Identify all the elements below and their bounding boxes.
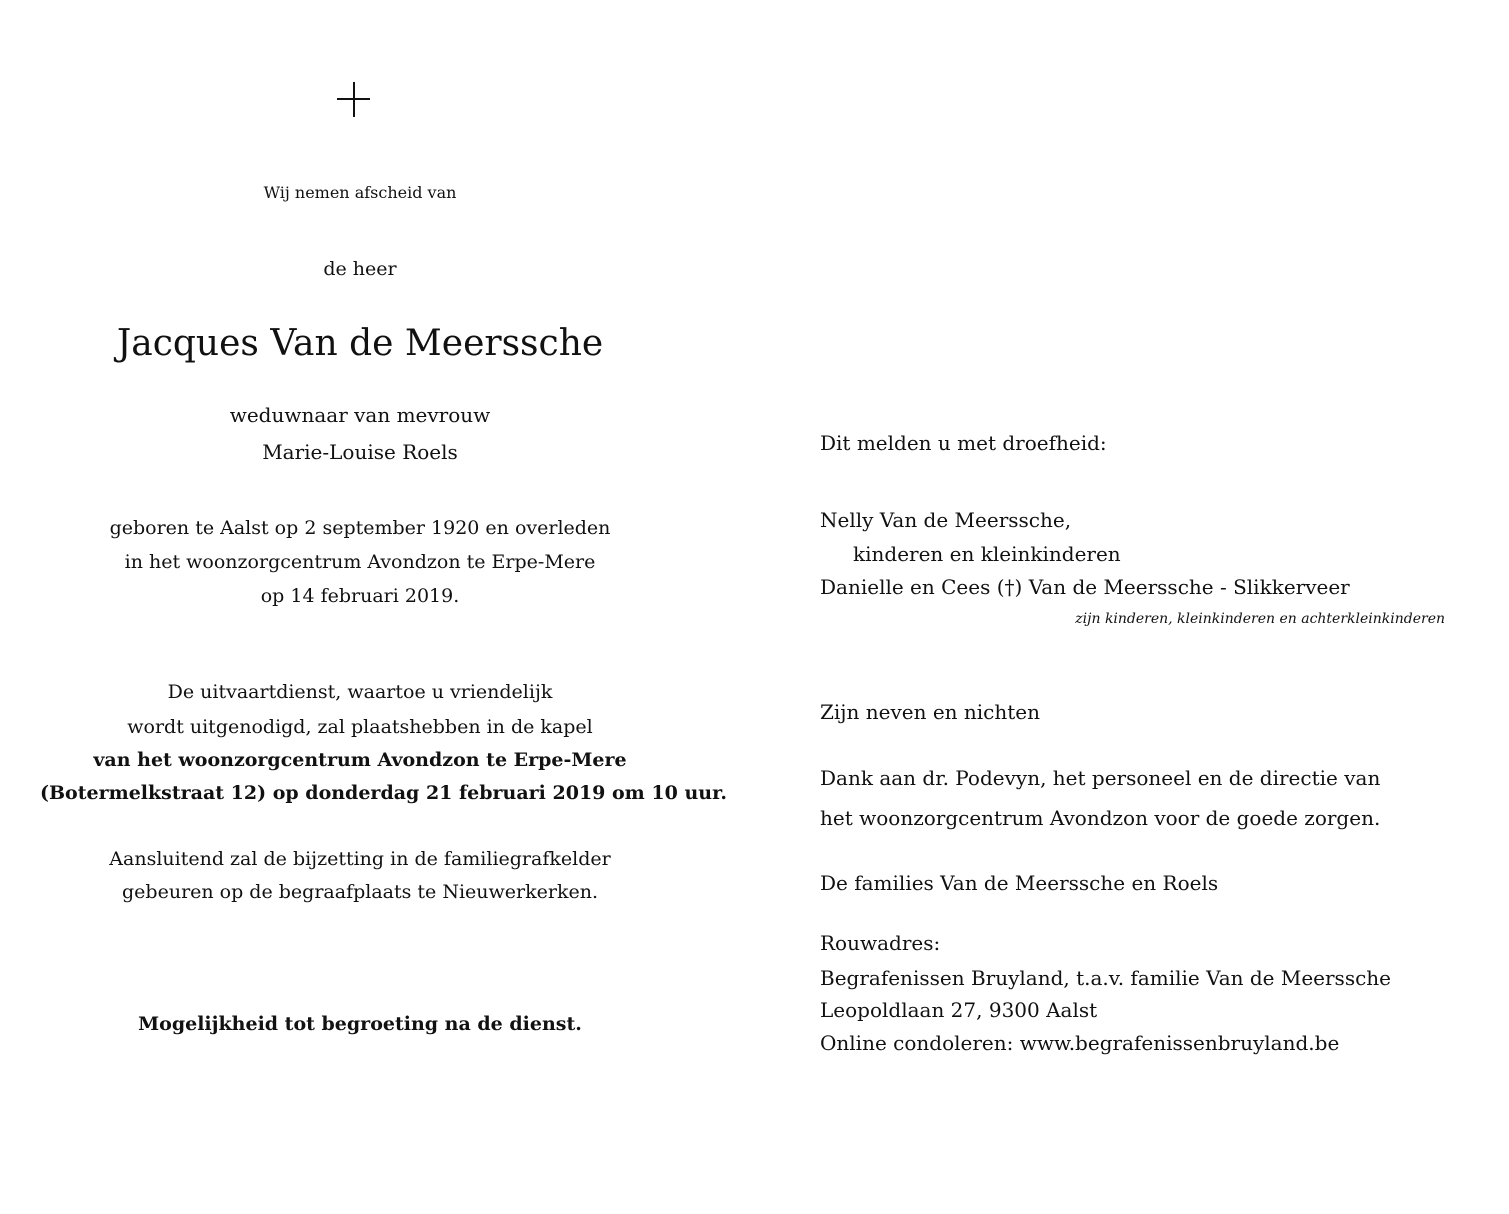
birth-line-1: geboren te Aalst op 2 september 1920 en overleden	[109, 517, 611, 539]
family-line-1: Nelly Van de Meerssche,	[820, 508, 1072, 532]
birth-line-2: in het woonzorgcentrum Avondzon te Erpe-Mere	[124, 551, 596, 573]
greeting-text: Mogelijkheid tot begroeting na de dienst.	[138, 1013, 582, 1035]
address-line-3: Online condoleren: www.begrafenissenbruyland.be	[820, 1031, 1340, 1055]
family-line-2: kinderen en kleinkinderen	[853, 542, 1121, 566]
announce-text: Dit melden u met droefheid:	[820, 431, 1107, 455]
address-line-1: Begrafenissen Bruyland, t.a.v. familie Van de Meerssche	[820, 966, 1392, 990]
address-line-2: Leopoldlaan 27, 9300 Aalst	[820, 998, 1098, 1022]
title-prefix: de heer	[323, 258, 397, 280]
thanks-line-1: Dank aan dr. Podevyn, het personeel en de directie van	[820, 766, 1381, 790]
cross-icon	[337, 82, 370, 117]
family-note: zijn kinderen, kleinkinderen en achterkleinkinderen	[1075, 611, 1445, 627]
service-line-4: (Botermelkstraat 12) op donderdag 21 februari 2019 om 10 uur.	[40, 782, 727, 804]
burial-line-1: Aansluitend zal de bijzetting in de familiegrafkelder	[109, 848, 611, 870]
service-line-1: De uitvaartdienst, waartoe u vriendelijk	[167, 681, 553, 703]
service-line-2: wordt uitgenodigd, zal plaatshebben in de kapel	[127, 716, 593, 738]
thanks-line-2: het woonzorgcentrum Avondzon voor de goede zorgen.	[820, 806, 1381, 830]
widower-line-1: weduwnaar van mevrouw	[229, 403, 491, 427]
birth-line-3: op 14 februari 2019.	[260, 585, 460, 607]
address-label: Rouwadres:	[820, 931, 941, 955]
intro-text: Wij nemen afscheid van	[263, 183, 457, 202]
families-text: De families Van de Meerssche en Roels	[820, 871, 1219, 895]
burial-line-2: gebeuren op de begraafplaats te Nieuwerkerken.	[122, 881, 598, 903]
relatives-text: Zijn neven en nichten	[820, 700, 1041, 724]
widower-line-2: Marie-Louise Roels	[262, 440, 458, 464]
family-line-3: Danielle en Cees (†) Van de Meerssche - Slikkerveer	[820, 575, 1350, 599]
service-line-3: van het woonzorgcentrum Avondzon te Erpe-Mere	[93, 749, 627, 771]
deceased-name: Jacques Van de Meerssche	[116, 323, 604, 364]
